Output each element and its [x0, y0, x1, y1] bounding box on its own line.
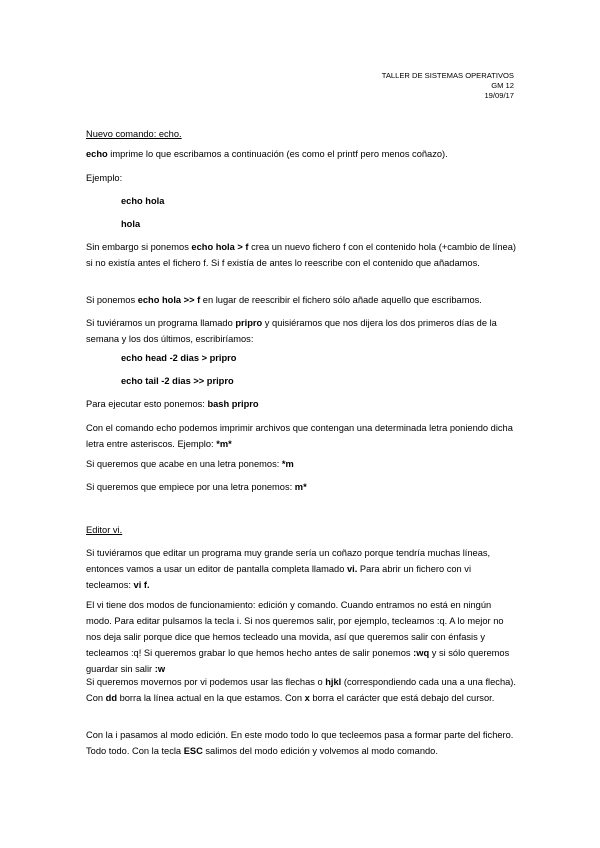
paragraph-append: Si ponemos echo hola >> f en lugar de reescribir el fichero sólo añade aquello que escribamos.: [86, 295, 482, 305]
section-title-echo: Nuevo comando: echo.: [86, 129, 182, 139]
example-output: hola: [121, 219, 141, 229]
paragraph-echo-intro: echo imprime lo que escribamos a continuación (es como el printf pero menos coñazo).: [86, 149, 448, 159]
script-line-tail: echo tail -2 dias >> pripro: [121, 376, 234, 386]
script-line-head: echo head -2 dias > pripro: [121, 353, 237, 363]
example-command: echo hola: [121, 196, 165, 206]
paragraph-ends-with: Si queremos que acabe en una letra ponemos: *m: [86, 459, 294, 469]
paragraph-vi-movement: Si queremos movernos por vi podemos usar las flechas o hjkl (correspondiendo cada una a una flecha). Con dd borra la línea actual en la que estamos. Con x borra el carácter que está debajo del cursor.: [86, 677, 516, 703]
paragraph-redirect: Sin embargo si ponemos echo hola > f crea un nuevo fichero f con el contenido hola (+cambio de línea) si no existía antes el fichero f. Si f existía de antes lo reescribe con el contenido que añadamos.: [86, 242, 516, 268]
paragraph-execute: Para ejecutar esto ponemos: bash pripro: [86, 399, 259, 409]
paragraph-vi-intro: Si tuviéramos que editar un programa muy grande sería un coñazo porque tendría muchas líneas, entonces vamos a usar un editor de pantalla completa llamado vi. Para abrir un fichero con vi tecleamos: vi f.: [86, 548, 491, 590]
paragraph-vi-modes: El vi tiene dos modos de funcionamiento: edición y comando. Cuando entramos no está en ningún modo. Para editar pulsamos la tecla i. Si nos queremos salir, por ejemplo, tecleamos :q. A lo mejor no nos deja salir porque dice que hemos tecleado una movida, así que queremos salir con énfasis y tecleamos :q! Si queremos grabar lo que hemos hecho antes de salir ponemos :wq y si sólo queremos guardar sin salir :w: [86, 600, 510, 674]
document-header: [382, 71, 514, 101]
paragraph-vi-edit-mode: Con la i pasamos al modo edición. En este modo todo lo que tecleemos pasa a formar parte del fichero. Todo todo. Con la tecla ESC salimos del modo edición y volvemos al modo comando.: [86, 730, 514, 756]
header-group: GM 12: [491, 81, 514, 90]
header-course: TALLER DE SISTEMAS OPERATIVOS: [381, 71, 514, 80]
paragraph-script: Si tuviéramos un programa llamado pripro y quisiéramos que nos dijera los dos primeros días de la semana y los dos últimos, escribiríamos:: [86, 318, 497, 344]
section-title-vi: Editor vi.: [86, 525, 123, 535]
paragraph-asterisks: Con el comando echo podemos imprimir archivos que contengan una determinada letra poniendo dicha letra entre asteriscos. Ejemplo: *m*: [86, 423, 513, 449]
header-date: 19/09/17: [484, 91, 514, 100]
example-label: Ejemplo:: [86, 173, 123, 183]
paragraph-starts-with: Si queremos que empiece por una letra ponemos: m*: [86, 482, 307, 492]
